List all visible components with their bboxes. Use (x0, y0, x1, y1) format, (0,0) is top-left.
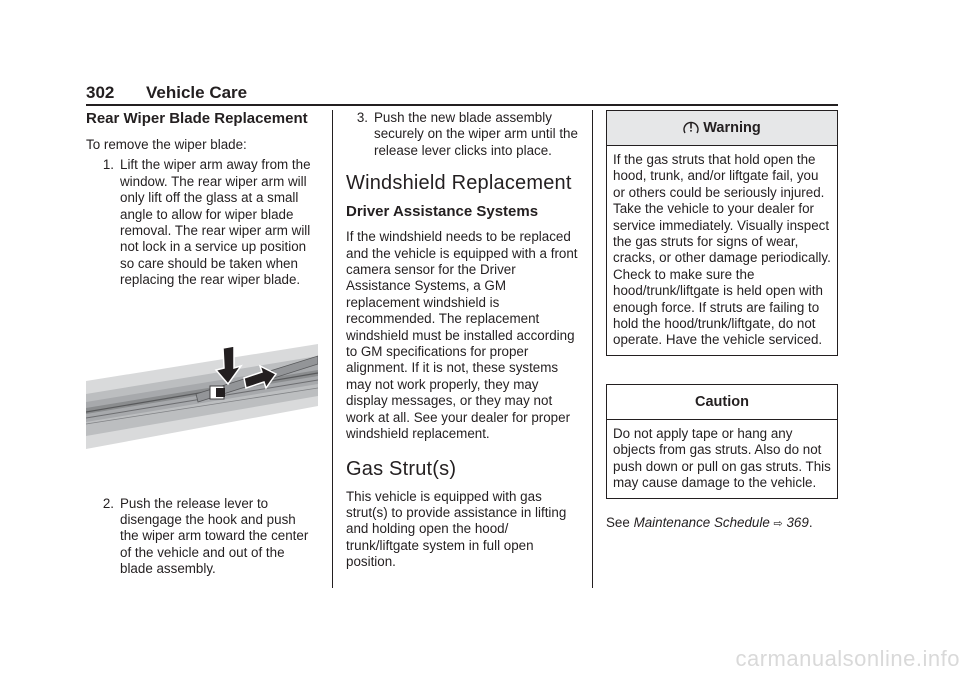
header-rule (86, 104, 838, 106)
heading-rear-wiper: Rear Wiper Blade Replacement (86, 110, 308, 127)
step-2 (86, 496, 318, 578)
wiper-illustration (86, 336, 318, 496)
intro-text: To remove the wiper blade: (86, 137, 247, 152)
caution-header: Caution (607, 385, 837, 420)
see-page[interactable]: 369 (786, 514, 809, 530)
heading-gas-struts: Gas Strut(s) (346, 457, 457, 480)
step-3-number: 3. (356, 110, 368, 125)
column-middle (346, 110, 580, 571)
column-right (606, 110, 838, 532)
column-divider-2 (592, 110, 593, 588)
page-header (86, 83, 838, 105)
warning-body: If the gas struts that hold open the hood, trunk, and/or liftgate fail, you or others could be seriously injured. Take the vehicle to your dealer for service immediately. Visually inspect the gas struts for signs of wear, cracks, or other damage periodically. Check to make sure the hood/trunk/liftgate is held open with enough force. If struts are failing to hold the hood/trunk/liftgate, do not operate. Have the vehicle serviced. (613, 152, 831, 348)
watermark: carmanualsonline.info (735, 646, 960, 671)
see-reference (606, 515, 838, 532)
heading-windshield-replacement: Windshield Replacement (346, 172, 572, 195)
step-2-text: Push the release lever to disengage the hook and push the wiper arm toward the center of the vehicle and out of the blade assembly. (120, 495, 309, 577)
warning-icon (683, 119, 699, 135)
column-left (86, 110, 318, 578)
warning-header (607, 111, 837, 146)
caution-box (606, 384, 838, 499)
step-1-text: Lift the wiper arm away from the window. The rear wiper arm will only lift off the glass at a small angle to allow for wiper blade removal. The rear wiper arm will not lock in a service up position so care should be taken when replacing the rear wiper blade. (120, 157, 311, 288)
step-1-number: 1. (102, 157, 114, 173)
see-prefix: See (606, 514, 630, 530)
wiper-illustration-svg (86, 336, 318, 461)
step-3 (346, 110, 580, 159)
warning-box (606, 110, 838, 356)
warning-title: Warning (703, 120, 761, 136)
windshield-paragraph: If the windshield needs to be replaced and the vehicle is equipped with a front camera sensor for the Driver Assistance Systems, a GM replacement windshield is recommended. The replacement windshield must be installed according to GM specifications for proper alignment. If it is not, these systems may not work properly, they may display messages, or they may not work at all. See your dealer for proper windshield replacement. (346, 229, 578, 442)
step-1 (86, 157, 318, 288)
step-3-text: Push the new blade assembly securely on the wiper arm until the release lever clicks into place. (374, 110, 578, 158)
step-2-number: 2. (102, 495, 114, 511)
see-period: . (808, 514, 813, 530)
column-divider-1 (332, 110, 333, 588)
heading-driver-assistance: Driver Assistance Systems (346, 203, 539, 221)
caution-body: Do not apply tape or hang any objects from gas struts. Also do not push down or pull on gas struts. This may cause damage to the vehicle. (613, 425, 831, 491)
section-title: Vehicle Care (146, 83, 248, 102)
page-number: 302 (86, 83, 115, 102)
see-link[interactable]: Maintenance Schedule (633, 514, 770, 530)
gas-struts-paragraph: This vehicle is equipped with gas strut(s) to provide assistance in lifting and holding open the hood/ trunk/liftgate system in full open position. (346, 488, 567, 570)
page-ref-arrow-icon: ⇨ (773, 517, 783, 530)
